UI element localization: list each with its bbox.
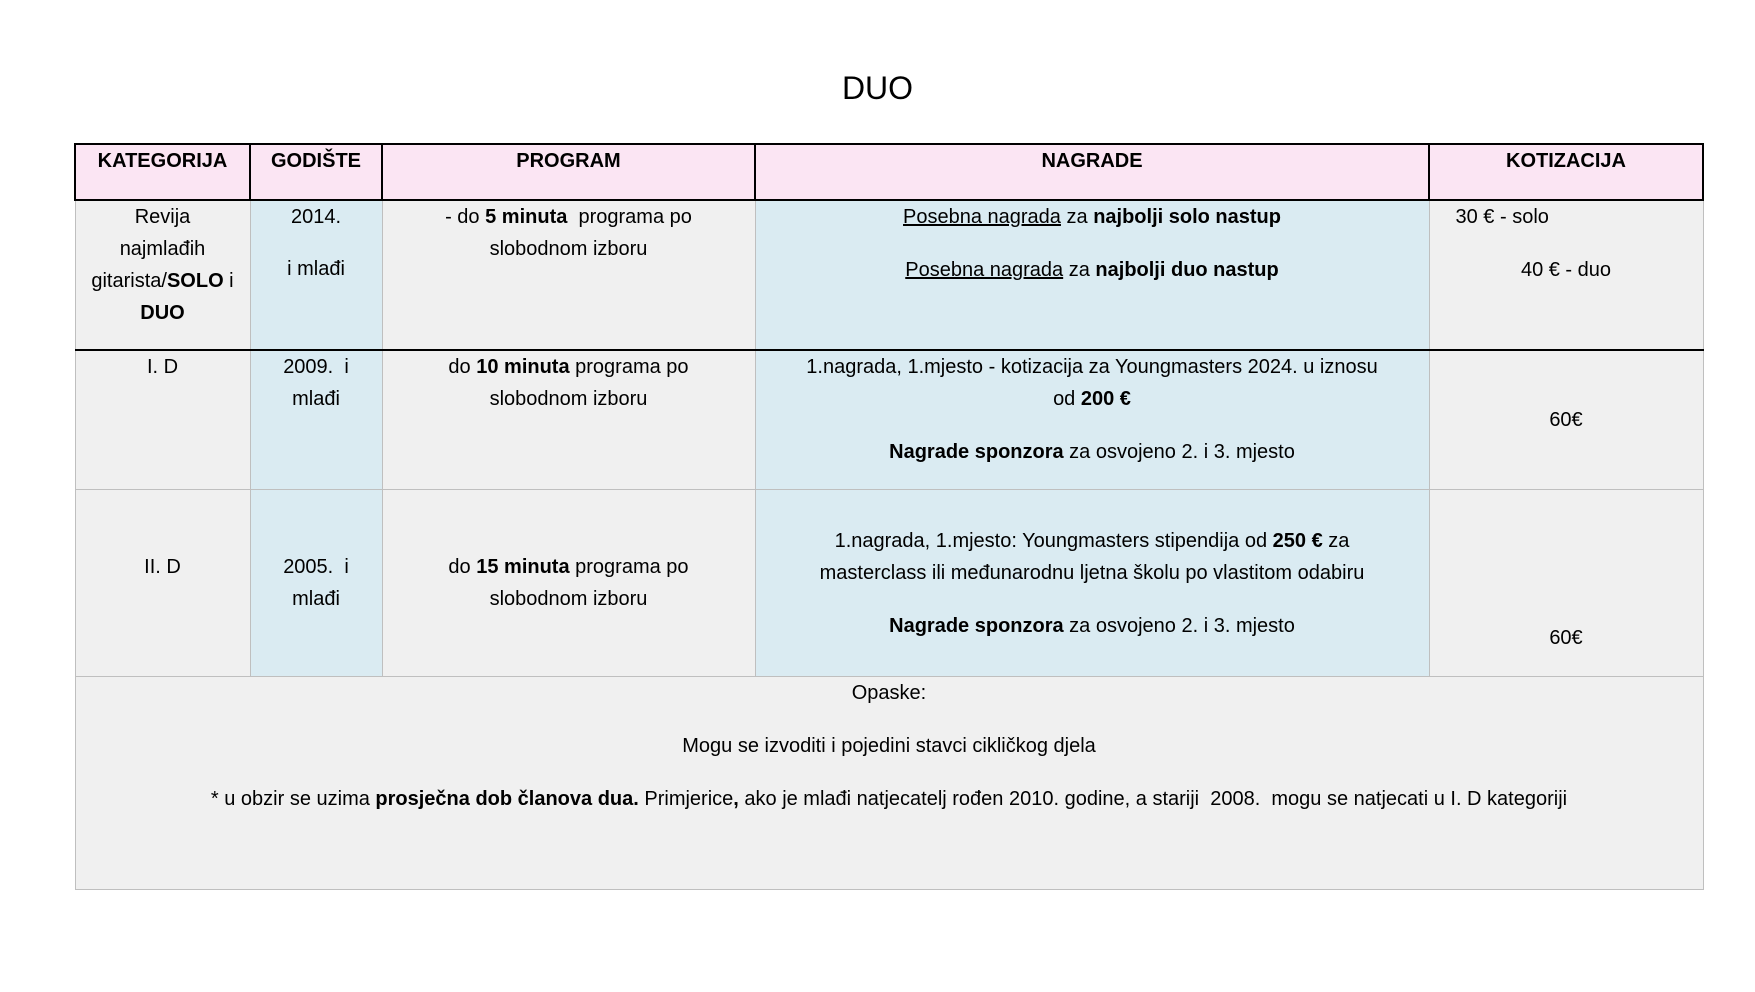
cell-kategorija — [75, 350, 250, 490]
cell-text-bold: 250 € — [1272, 529, 1323, 552]
cell-text: 2014. — [290, 206, 342, 228]
cell-nagrade — [755, 350, 1429, 490]
cell-program — [382, 490, 755, 677]
cell-program — [382, 200, 755, 350]
cell-text: do — [448, 556, 477, 578]
competition-table — [74, 143, 1704, 890]
cell-text: II. D — [144, 556, 181, 578]
notes-text: ako je mlađi natjecatelj rođen 2010. godine, a stariji 2008. mogu se natjecati u I. D kategoriji — [738, 788, 1568, 810]
cell-text: 60€ — [1549, 409, 1583, 431]
cell-text: za osvojeno 2. i 3. mjesto — [1063, 441, 1295, 463]
cell-text-bold: Nagrade sponzora — [889, 441, 1064, 463]
cell-text: za — [1063, 259, 1096, 281]
cell-text — [768, 610, 1417, 642]
cell-text: 2009. i — [283, 356, 349, 378]
cell-text: programa po — [569, 556, 689, 578]
cell-text — [768, 254, 1417, 286]
header-nagrade: NAGRADE — [755, 144, 1429, 200]
cell-text-bold: najbolji solo nastup — [1093, 206, 1281, 228]
cell-text — [395, 201, 743, 233]
cell-godiste — [250, 490, 382, 677]
cell-godiste — [250, 350, 382, 490]
cell-text: od — [1053, 388, 1081, 410]
cell-text-bold: 15 minuta — [476, 556, 570, 578]
cell-text: i — [223, 270, 234, 292]
cell-text: gitarista/ — [91, 270, 167, 292]
cell-text: najmlađih — [119, 238, 206, 260]
cell-text: slobodnom izboru — [489, 388, 648, 410]
cell-text: programa po — [569, 356, 689, 378]
header-program: PROGRAM — [382, 144, 755, 200]
cell-text-underline: Posebna nagrada — [903, 206, 1061, 228]
cell-kotizacija — [1429, 490, 1703, 677]
cell-text: - do — [445, 206, 486, 228]
cell-text-bold: DUO — [140, 302, 185, 324]
cell-kategorija — [75, 490, 250, 677]
cell-text-bold: 5 minuta — [485, 206, 568, 228]
cell-text: masterclass ili međunarodnu ljetna školu po vlastitom odabiru — [819, 561, 1365, 584]
notes-line: Mogu se izvoditi i pojedini stavci cikličkog djela — [682, 735, 1096, 757]
notes-heading: Opaske: — [851, 682, 927, 704]
cell-text-bold: 200 € — [1080, 388, 1131, 410]
cell-text-bold: Nagrade sponzora — [889, 614, 1064, 637]
cell-text-bold: najbolji duo nastup — [1095, 259, 1279, 281]
cell-text: 2005. i — [283, 556, 349, 578]
cell-text — [395, 551, 743, 583]
cell-text: mlađi — [292, 388, 340, 410]
cell-text: za — [1322, 529, 1350, 552]
cell-nagrade — [755, 200, 1429, 350]
cell-text: I. D — [146, 356, 179, 378]
cell-nagrade — [755, 490, 1429, 677]
cell-text — [88, 265, 238, 297]
notes-cell — [75, 677, 1703, 890]
cell-kotizacija — [1429, 350, 1703, 490]
cell-text-bold: 10 minuta — [476, 356, 570, 378]
header-kotizacija: KOTIZACIJA — [1429, 144, 1703, 200]
cell-text: i mlađi — [287, 258, 345, 280]
cell-text — [88, 297, 238, 329]
cell-text: 1.nagrada, 1.mjesto: Youngmasters stipendija od — [834, 529, 1273, 552]
table-row — [75, 490, 1703, 677]
notes-text-bold: , — [733, 788, 739, 810]
notes-line — [88, 783, 1691, 815]
cell-text: za — [1060, 206, 1094, 228]
table-row — [75, 200, 1703, 350]
notes-row — [75, 677, 1703, 890]
cell-text: 60€ — [1549, 627, 1583, 649]
cell-text-underline: Posebna nagrada — [905, 259, 1064, 281]
cell-text: 30 € - solo — [1455, 206, 1549, 228]
cell-text: programa po — [567, 206, 692, 228]
cell-text — [768, 436, 1417, 468]
notes-text: Primjerice — [638, 788, 734, 810]
notes-text: * u obzir se uzima — [210, 788, 376, 810]
notes-text-bold: prosječna dob članova dua. — [375, 788, 639, 810]
cell-program — [382, 350, 755, 490]
cell-text: mlađi — [292, 588, 340, 610]
cell-kategorija — [75, 200, 250, 350]
cell-kotizacija — [1429, 200, 1703, 350]
cell-text: do — [448, 356, 477, 378]
cell-godiste — [250, 200, 382, 350]
table-row — [75, 350, 1703, 490]
cell-text: za osvojeno 2. i 3. mjesto — [1063, 614, 1295, 637]
cell-text — [768, 383, 1417, 415]
cell-text: Revija — [134, 206, 191, 228]
cell-text — [395, 351, 743, 383]
table-header-row — [75, 144, 1703, 200]
cell-text — [768, 201, 1417, 233]
header-godiste: GODIŠTE — [250, 144, 382, 200]
header-kategorija: KATEGORIJA — [75, 144, 250, 200]
cell-text: slobodnom izboru — [489, 238, 648, 260]
cell-text: slobodnom izboru — [489, 588, 648, 610]
cell-text — [768, 525, 1417, 557]
page-title: DUO — [841, 70, 914, 106]
cell-text: 40 € - duo — [1520, 259, 1612, 281]
cell-text: 1.nagrada, 1.mjesto - kotizacija za Youngmasters 2024. u iznosu — [806, 356, 1378, 378]
cell-text-bold: SOLO — [166, 270, 224, 292]
